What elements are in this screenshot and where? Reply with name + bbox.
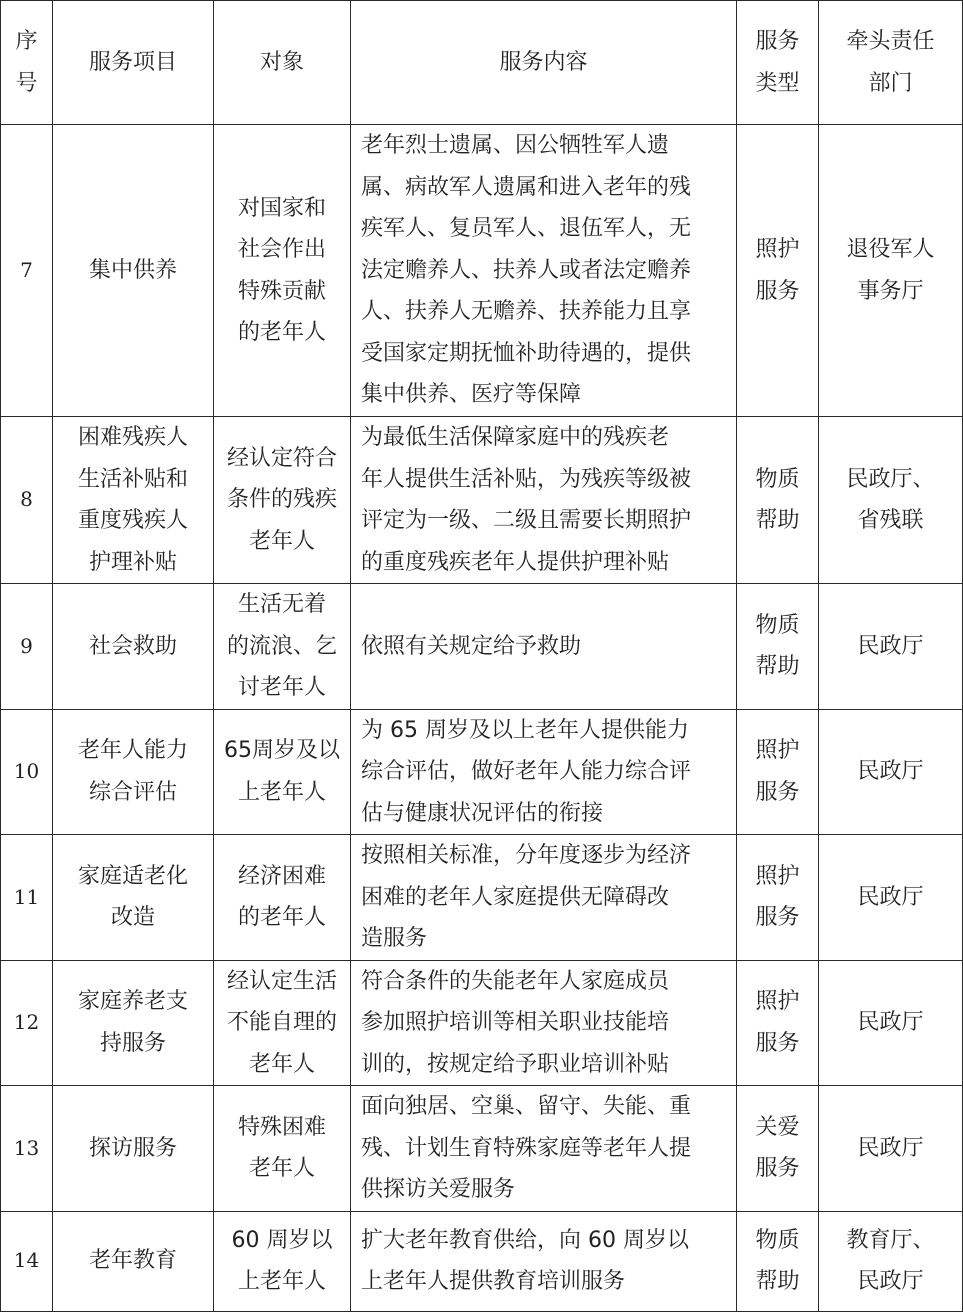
service-content-cell	[351, 1086, 737, 1212]
cell-line: 年人提供生活补贴，为残疾等级被	[361, 466, 692, 492]
cell-line: 的老年人	[237, 905, 326, 931]
cell-line: 残、计划生育特殊家庭等老年人提	[361, 1135, 692, 1161]
cell-text: 13	[13, 1135, 40, 1160]
table-row	[1, 584, 963, 710]
cell-line: 评定为一级、二级且需要长期照护	[361, 508, 692, 533]
target-cell	[214, 1086, 351, 1212]
target-cell	[214, 1211, 351, 1311]
cell-line: 对国家和	[237, 195, 326, 221]
service-item-cell	[53, 584, 214, 710]
service-item-cell	[53, 835, 214, 961]
cell-line: 特殊困难	[237, 1114, 326, 1140]
cell-line: 物质	[755, 612, 800, 638]
target-cell	[214, 584, 351, 710]
cell-line: 老年人	[248, 528, 315, 554]
target-cell	[214, 417, 351, 584]
cell-line: 帮助	[755, 654, 800, 680]
cell-line: 经济困难	[237, 863, 326, 889]
cell-line: 集中供养、医疗等保障	[361, 382, 582, 408]
service-type-cell	[737, 1211, 819, 1311]
cell-line: 民政厅	[857, 633, 924, 659]
cell-line: 经认定生活	[226, 968, 337, 994]
cell-line: 符合条件的失能老年人家庭成员	[361, 968, 670, 994]
table-row	[1, 417, 963, 584]
service-content-cell	[351, 1211, 737, 1311]
lead-dept-cell	[819, 709, 963, 835]
cell-line: 关爱	[755, 1114, 800, 1140]
cell-line: 老年人	[248, 1051, 315, 1077]
cell-line: 条件的残疾	[226, 487, 337, 513]
cell-line: 人、扶养人无赡养、扶养能力且享	[361, 299, 692, 325]
lead-dept-cell	[819, 417, 963, 584]
seq-cell	[1, 835, 53, 961]
cell-line: 服务	[755, 1156, 800, 1182]
cell-line: 65周岁及以	[224, 738, 340, 764]
cell-line: 持服务	[99, 1030, 166, 1056]
table-row	[1, 709, 963, 835]
seq-cell	[1, 125, 53, 417]
cell-line: 帮助	[755, 508, 800, 533]
cell-line: 事务厅	[857, 278, 924, 304]
header-row	[1, 1, 963, 125]
seq-cell	[1, 1086, 53, 1212]
service-item-cell	[53, 417, 214, 584]
seq-cell	[1, 417, 53, 584]
lead-dept-cell	[819, 584, 963, 710]
cell-line: 护理补贴	[88, 549, 177, 575]
lead-dept-cell	[819, 1211, 963, 1311]
cell-line: 服务	[755, 779, 800, 805]
service-type-cell	[737, 1086, 819, 1212]
cell-line: 老年人	[248, 1156, 315, 1182]
cell-line: 服务	[755, 278, 800, 304]
service-item-cell	[53, 125, 214, 417]
seq-cell	[1, 584, 53, 710]
cell-line: 60 周岁以	[231, 1227, 333, 1253]
cell-line: 属、病故军人遗属和进入老年的残	[361, 174, 692, 200]
cell-line: 综合评估	[88, 779, 177, 805]
cell-text: 12	[13, 1010, 40, 1034]
cell-line: 疾军人、复员军人、退伍军人，无	[361, 216, 692, 242]
service-item-cell	[53, 1211, 214, 1311]
cell-text: 9	[20, 633, 33, 658]
cell-line: 参加照护培训等相关职业技能培	[361, 1010, 670, 1035]
header-target: 对象	[214, 1, 351, 125]
service-content-cell	[351, 417, 737, 584]
cell-line: 经认定符合	[226, 445, 337, 471]
service-type-cell	[737, 417, 819, 584]
service-type-cell	[737, 835, 819, 961]
service-content-cell	[351, 709, 737, 835]
service-item-cell	[53, 960, 214, 1086]
cell-line: 依照有关规定给予救助	[361, 633, 582, 659]
cell-line: 生活补贴和	[77, 466, 188, 492]
cell-line: 照护	[755, 989, 800, 1015]
cell-line: 社会作出	[237, 237, 326, 262]
target-cell	[214, 960, 351, 1086]
cell-line: 扩大老年教育供给，向 60 周岁以	[361, 1227, 689, 1253]
cell-line: 不能自理的	[226, 1010, 337, 1035]
cell-line: 民政厅	[857, 1269, 924, 1294]
cell-line: 服务	[755, 905, 800, 931]
cell-text: 11	[13, 884, 40, 909]
cell-line: 民政厅	[857, 884, 924, 910]
cell-line: 民政厅	[857, 759, 924, 784]
cell-line: 家庭适老化	[77, 863, 188, 889]
cell-line: 教育厅、	[846, 1227, 935, 1253]
cell-line: 省残联	[857, 508, 924, 533]
cell-line: 老年烈士遗属、因公牺牲军人遗	[361, 133, 670, 159]
service-type-cell	[737, 709, 819, 835]
cell-line: 老年人能力	[77, 738, 188, 764]
cell-line: 法定赡养人、扶养人或者法定赡养	[361, 257, 692, 283]
service-content-cell	[351, 125, 737, 417]
service-content-cell	[351, 960, 737, 1086]
table-body	[1, 125, 963, 1312]
cell-text: 14	[13, 1248, 40, 1273]
cell-line: 帮助	[755, 1269, 800, 1294]
service-content-cell	[351, 835, 737, 961]
cell-line: 为 65 周岁及以上老年人提供能力	[361, 717, 689, 743]
cell-line: 特殊贡献	[237, 278, 326, 304]
cell-text: 8	[20, 487, 33, 512]
cell-text: 10	[13, 759, 40, 783]
cell-line: 物质	[755, 1227, 800, 1253]
seq-cell	[1, 960, 53, 1086]
cell-line: 为最低生活保障家庭中的残疾老	[361, 425, 670, 450]
seq-cell	[1, 709, 53, 835]
cell-line: 照护	[755, 738, 800, 764]
cell-line: 的老年人	[237, 320, 326, 345]
cell-line: 综合评估，做好老年人能力综合评	[361, 759, 692, 784]
cell-line: 讨老年人	[237, 675, 326, 700]
cell-line: 上老年人提供教育培训服务	[361, 1269, 626, 1294]
header-dept: 牵头责任 部门	[819, 1, 963, 125]
cell-text: 7	[20, 257, 33, 282]
cell-line: 按照相关标准，分年度逐步为经济	[361, 843, 692, 868]
target-cell	[214, 709, 351, 835]
lead-dept-cell	[819, 835, 963, 961]
lead-dept-cell	[819, 125, 963, 417]
header-content: 服务内容	[351, 1, 737, 125]
cell-line: 训的，按规定给予职业培训补贴	[361, 1051, 670, 1077]
cell-line: 受国家定期抚恤补助待遇的，提供	[361, 340, 692, 366]
cell-line: 造服务	[361, 926, 428, 951]
cell-line: 估与健康状况评估的衔接	[361, 800, 604, 826]
table-row	[1, 960, 963, 1086]
service-content-cell	[351, 584, 737, 710]
cell-line: 服务	[755, 1030, 800, 1056]
seq-cell	[1, 1211, 53, 1311]
cell-line: 退役军人	[846, 237, 935, 262]
cell-line: 社会救助	[88, 633, 177, 659]
lead-dept-cell	[819, 1086, 963, 1212]
table-row	[1, 835, 963, 961]
target-cell	[214, 125, 351, 417]
cell-line: 探访服务	[88, 1135, 177, 1161]
cell-line: 照护	[755, 863, 800, 889]
cell-line: 改造	[110, 905, 155, 931]
cell-line: 家庭养老支	[77, 989, 188, 1015]
cell-line: 困难的老年人家庭提供无障碍改	[361, 884, 670, 910]
cell-line: 民政厅	[857, 1010, 924, 1035]
cell-line: 民政厅	[857, 1135, 924, 1161]
cell-line: 民政厅、	[846, 466, 935, 492]
service-item-cell	[53, 1086, 214, 1212]
table-row	[1, 1086, 963, 1212]
cell-line: 生活无着	[237, 592, 326, 617]
cell-line: 上老年人	[237, 779, 326, 805]
cell-line: 重度残疾人	[77, 508, 188, 533]
cell-line: 面向独居、空巢、留守、失能、重	[361, 1094, 692, 1119]
cell-line: 供探访关爱服务	[361, 1177, 516, 1202]
table-row	[1, 125, 963, 417]
header-type: 服务 类型	[737, 1, 819, 125]
service-type-cell	[737, 960, 819, 1086]
cell-line: 物质	[755, 466, 800, 492]
header-item: 服务项目	[53, 1, 214, 125]
target-cell	[214, 835, 351, 961]
cell-line: 的重度残疾老年人提供护理补贴	[361, 549, 670, 575]
service-type-cell	[737, 125, 819, 417]
service-type-cell	[737, 584, 819, 710]
cell-line: 的流浪、乞	[226, 633, 337, 659]
cell-line: 上老年人	[237, 1269, 326, 1294]
header-seq: 序 号	[1, 1, 53, 125]
service-item-cell	[53, 709, 214, 835]
lead-dept-cell	[819, 960, 963, 1086]
cell-line: 照护	[755, 237, 800, 262]
cell-line: 老年教育	[88, 1248, 177, 1274]
cell-line: 困难残疾人	[77, 425, 188, 450]
cell-line: 集中供养	[88, 257, 177, 283]
table-row	[1, 1211, 963, 1311]
